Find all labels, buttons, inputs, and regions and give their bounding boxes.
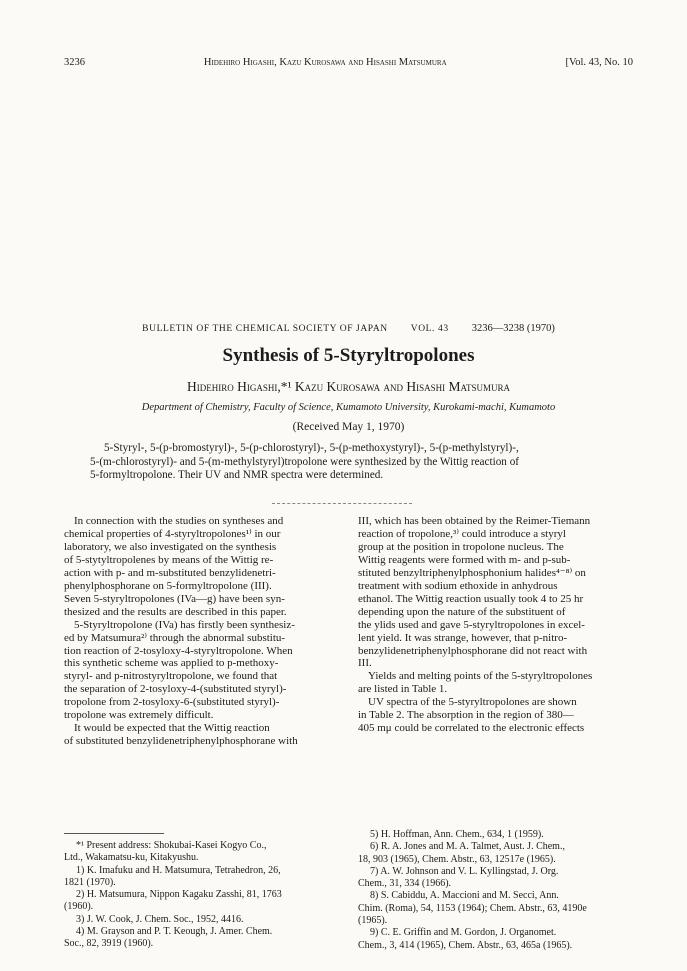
body-column-right [358, 515, 633, 735]
journal-line [64, 323, 633, 334]
body-line: of substituted benzylidenetriphenylphosphorane with [64, 735, 298, 748]
body-line: styryl- and p-nitrostyryltropolone, we found that [64, 670, 278, 683]
body-line: this synthetic scheme was applied to p-methoxy- [64, 657, 279, 670]
footnote-line: 2) H. Matsumura, Nippon Kagaku Zasshi, 81, 1763 [76, 889, 282, 901]
body-line: UV spectra of the 5-styryltropolones are shown [368, 696, 577, 709]
article-authors: Hidehiro Higashi,*¹ Kazu Kurosawa and Hisashi Matsumura [187, 379, 510, 394]
received-date: (Received May 1, 1970) [292, 421, 405, 433]
article-affiliation: Department of Chemistry, Faculty of Science, Kumamoto University, Kurokami-machi, Kumamoto [141, 402, 556, 413]
footnote-line: Chim. (Roma), 54, 1153 (1964); Chem. Abstr., 63, 4190e [358, 902, 587, 914]
body-line: in Table 2. The absorption in the region of 380— [358, 709, 574, 722]
body-line: Seven 5-styryltropolones (IVa—g) have been syn- [64, 592, 285, 605]
abstract-line: 5-Styryl-, 5-(p-bromostyryl)-, 5-(p-chlorostyryl)-, 5-(p-methoxystyryl)-, 5-(p-methylstyryl)-, [104, 442, 519, 454]
journal-name: BULLETIN OF THE CHEMICAL SOCIETY OF JAPAN [142, 324, 388, 334]
footnote-line: 4) M. Grayson and P. T. Keough, J. Amer. Chem. [76, 926, 273, 938]
body-line: the ylids used and gave 5-styryltropolones in excel- [358, 618, 585, 631]
journal-pages: 3236—3238 (1970) [471, 323, 555, 334]
body-line: III. [358, 657, 372, 670]
footnote-line: 8) S. Cabiddu, A. Maccioni and M. Secci, Ann. [370, 890, 559, 902]
body-line: of 5-stytyltropolenes by means of the Wittig re- [64, 553, 274, 566]
body-line: tropolone was extremely difficult. [64, 709, 214, 722]
running-head-authors: Hidehiro Higashi, Kazu Kurosawa and Hisashi Matsumura [203, 57, 447, 68]
footnote-line: *¹ Present address: Shokubai-Kasei Kogyo Co., [76, 840, 267, 851]
body-line: ed by Matsumura²⁾ through the abnormal substitu- [64, 631, 286, 644]
footnote-line: (1960). [64, 901, 94, 913]
body-line: Yields and melting points of the 5-styryltropolones [368, 670, 593, 683]
footnote-line: 9) C. E. Griffin and M. Gordon, J. Organomet. [370, 927, 557, 939]
body-line: It would be expected that the Wittig reaction [74, 722, 270, 735]
journal-volume: VOL. 43 [410, 324, 449, 334]
body-line: stituted benzyltriphenylphosphonium halides⁴⁻⁸⁾ on [358, 566, 586, 579]
body-line: III, which has been obtained by the Reimer-Tiemann [358, 515, 591, 527]
footnote-line: 5) H. Hoffman, Ann. Chem., 634, 1 (1959). [370, 829, 544, 840]
body-line: Wittig reagents were formed with m- and p-sub- [358, 553, 571, 566]
body-line: benzylidenetriphenylphosphorane did not react with [358, 644, 588, 657]
body-column-left [64, 515, 339, 748]
footnote-line: Soc., 82, 3919 (1960). [64, 938, 154, 950]
body-line: are listed in Table 1. [358, 683, 448, 696]
body-line: chemical properties of 4-styryltropolones¹⁾ in our [64, 527, 281, 540]
body-line: lent yield. It was strange, however, that p-nitro- [358, 631, 568, 644]
footnote-line: 7) A. W. Johnson and V. L. Kyllingstad, J. Org. [370, 865, 559, 877]
footnote-line: 1) K. Imafuku and H. Matsumura, Tetrahedron, 26, [76, 864, 281, 876]
page-number: 3236 [64, 57, 85, 68]
footnote-rule [64, 833, 164, 834]
body-line: action with p- and m-substituted benzylidenetri- [64, 566, 276, 579]
footnote-line: 3) J. W. Cook, J. Chem. Soc., 1952, 4416. [76, 913, 244, 925]
body-line: tion reaction of 2-tosyloxy-4-styryltropolone. When [64, 644, 293, 657]
body-line: phenylphosphorane on 5-formyltropolone (III). [64, 579, 272, 592]
abstract-separator [272, 503, 412, 504]
footnotes-right [358, 829, 633, 952]
body-line: tropolone from 2-tosyloxy-6-(substituted styryl)- [64, 696, 280, 709]
footnote-line: 6) R. A. Jones and M. A. Talmet, Aust. J. Chem., [370, 841, 565, 853]
running-head-volume: [Vol. 43, No. 10 [565, 57, 633, 68]
footnote-line: 1821 (1970). [64, 876, 116, 888]
body-line: 405 mμ could be correlated to the electronic effects [358, 722, 585, 735]
body-line: laboratory, we also investigated on the synthesis [64, 540, 277, 553]
abstract-line: 5-formyltropolone. Their UV and NMR spectra were determined. [90, 469, 384, 482]
body-line: 5-Styryltropolone (IVa) has firstly been synthesiz- [74, 618, 295, 631]
running-head [64, 57, 633, 68]
body-line: ethanol. The Wittig reaction usually took 4 to 25 hr [358, 592, 584, 605]
footnote-line: Chem., 3, 414 (1965), Chem. Abstr., 63, 465a (1965). [358, 939, 573, 951]
body-line: reaction of tropolone,³⁾ could introduce a styryl [358, 527, 566, 540]
footnote-line: (1965). [358, 915, 388, 927]
article-title: Synthesis of 5-Styryltropolones [222, 345, 475, 366]
body-line: group at the position in tropolone nucleus. The [358, 540, 564, 553]
footnote-line: 18, 903 (1965), Chem. Abstr., 63, 12517e (1965). [358, 853, 556, 865]
body-line: In connection with the studies on syntheses and [74, 515, 284, 527]
footnote-line: Chem., 31, 334 (1966). [358, 878, 452, 890]
abstract [90, 442, 610, 483]
body-line: depending upon the nature of the substituent of [358, 605, 566, 618]
footnote-line: Ltd., Wakamatsu-ku, Kitakyushu. [64, 852, 199, 864]
body-line: treatment with sodium ethoxide in anhydrous [358, 579, 558, 592]
body-line: the separation of 2-tosyloxy-4-(substituted styryl)- [64, 683, 287, 696]
abstract-line: 5-(m-chlorostyryl)- and 5-(m-methylstyryl)tropolone were synthesized by the Wittig reaction of [90, 455, 520, 468]
body-line: thesized and the results are described in this paper. [64, 605, 287, 618]
footnotes-left [64, 840, 339, 951]
